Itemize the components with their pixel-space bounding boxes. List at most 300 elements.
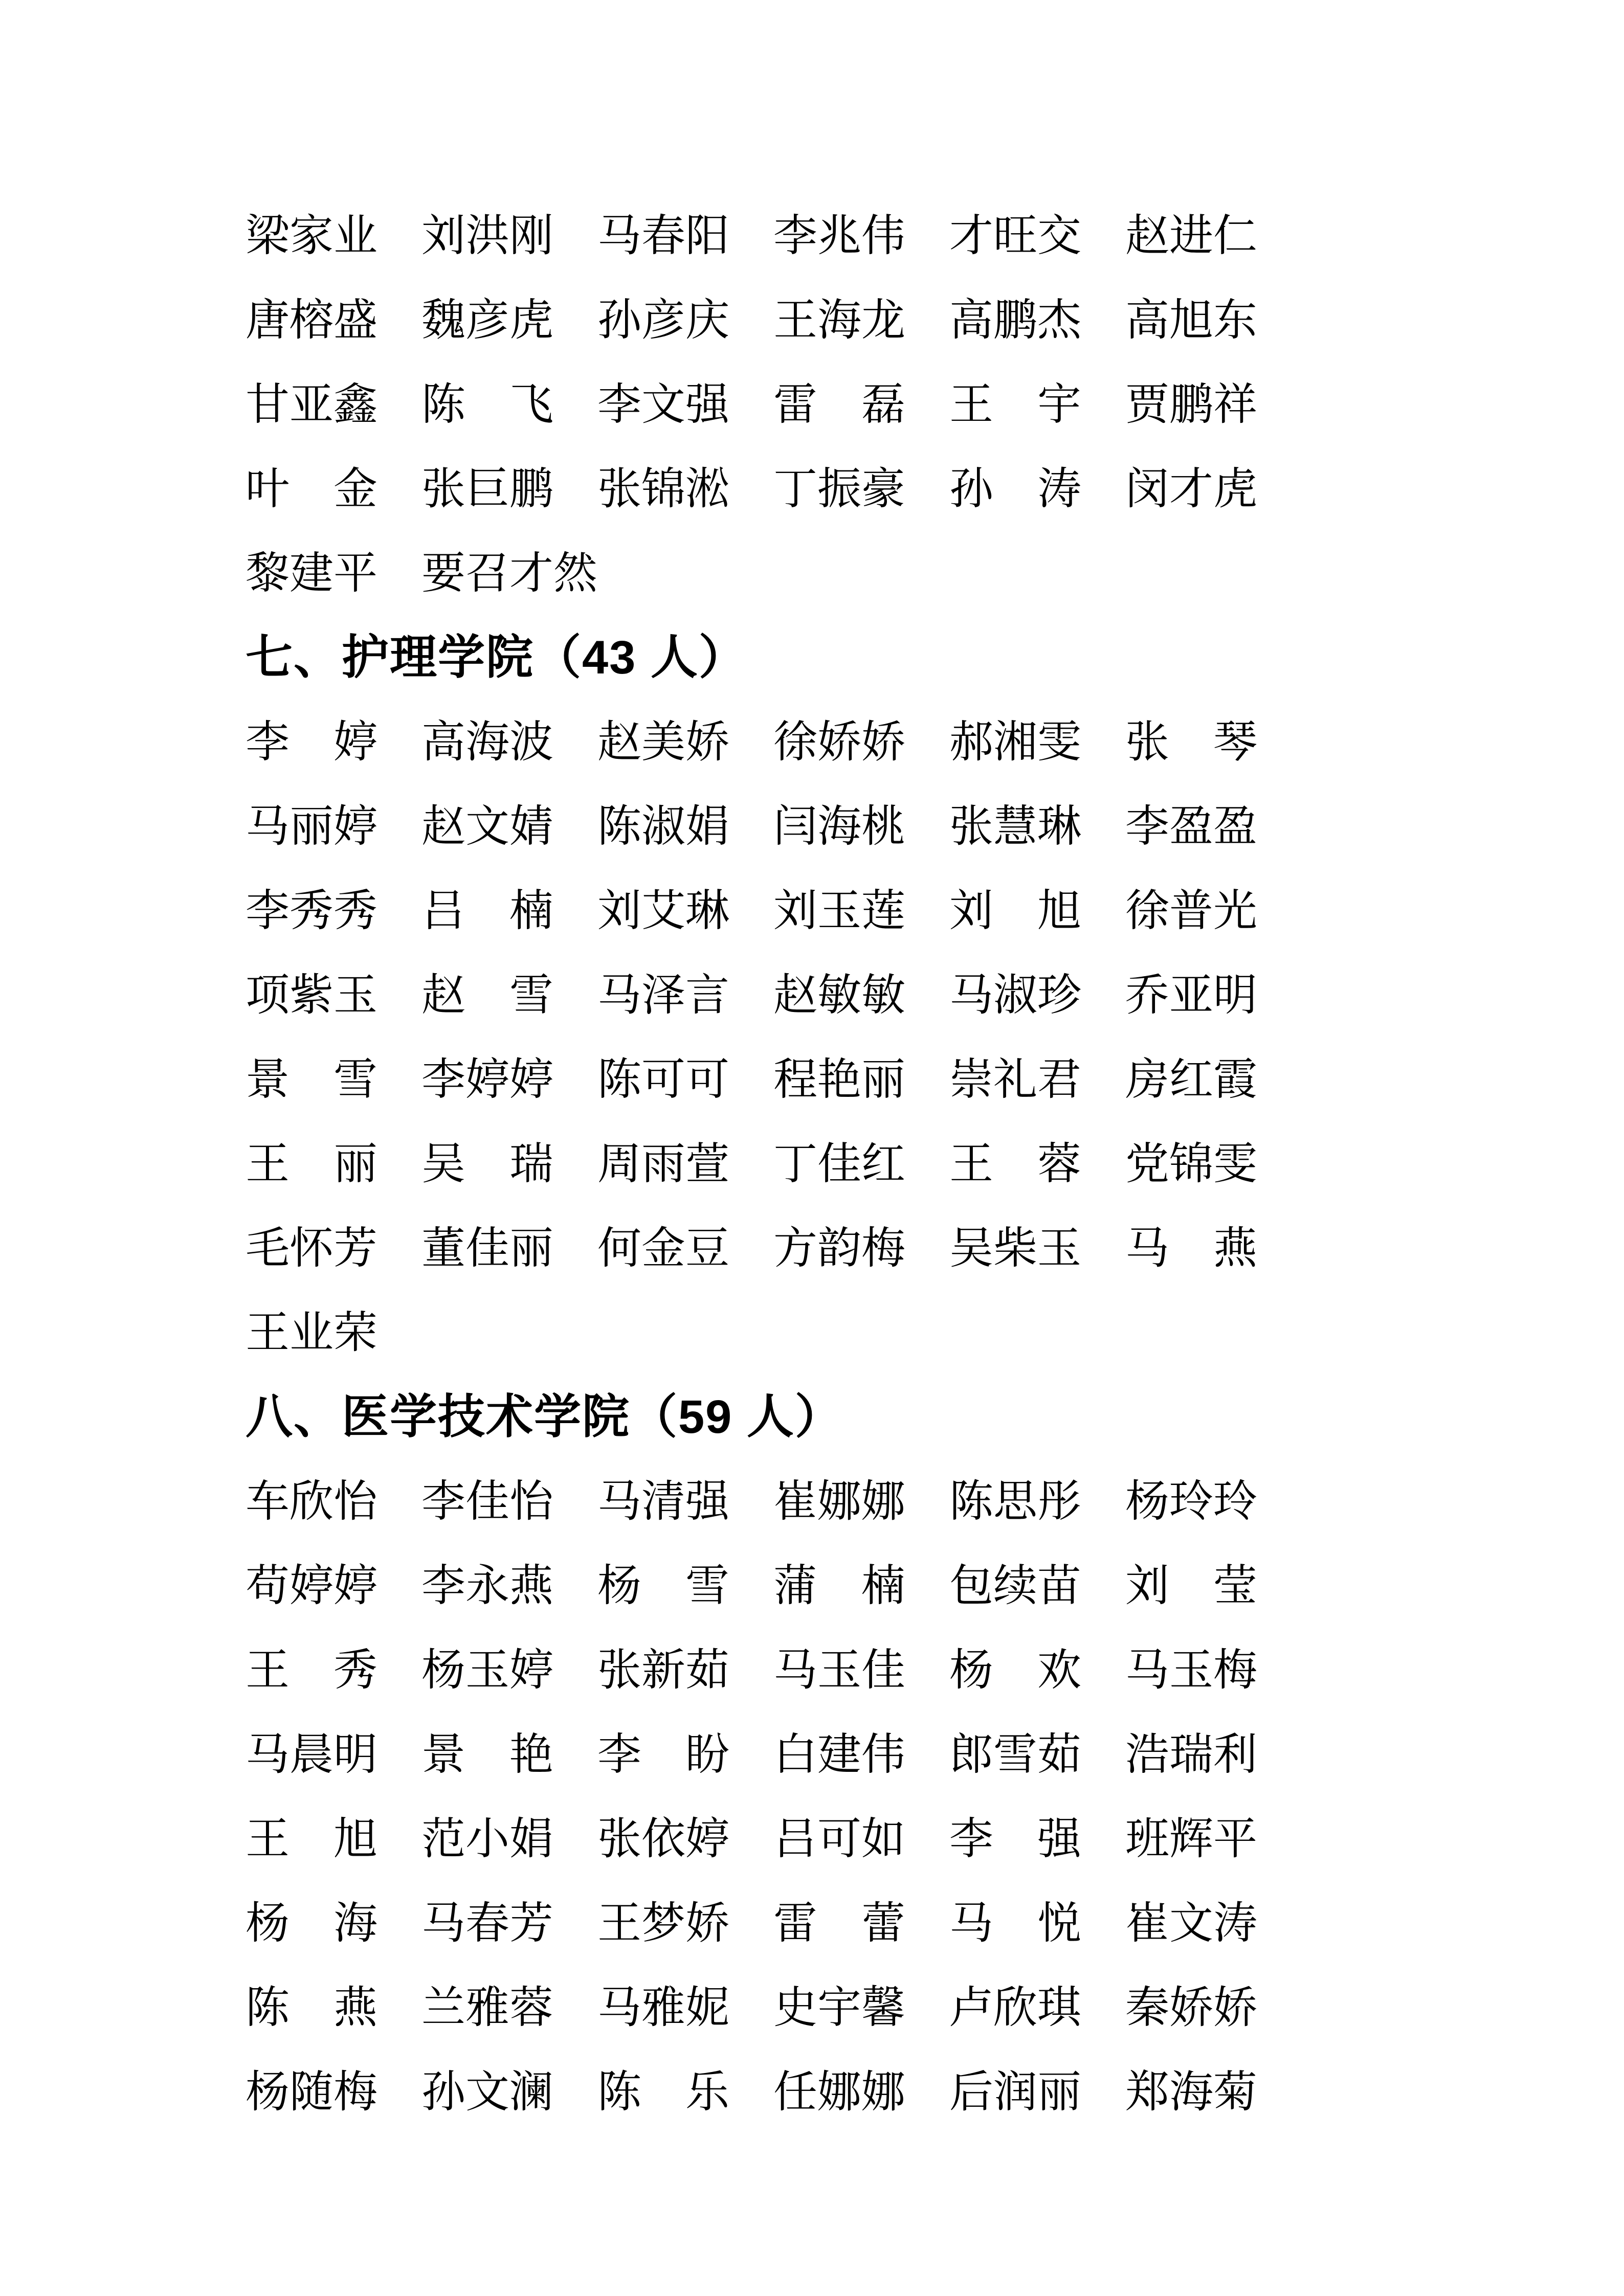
name-char: 马 xyxy=(597,970,641,1020)
name-char: 陈 xyxy=(949,1476,993,1526)
student-name xyxy=(246,1645,377,1695)
name-row xyxy=(246,1543,1330,1628)
name-char: 琳 xyxy=(1037,801,1081,851)
student-name xyxy=(773,1729,905,1779)
name-char: 娜 xyxy=(861,1476,905,1526)
name-char: 娇 xyxy=(685,717,729,767)
name-char: 婷 xyxy=(333,801,377,851)
name-char: 马 xyxy=(246,801,290,851)
name-char: 雨 xyxy=(641,1139,685,1188)
name-char: 佳 xyxy=(465,1223,509,1273)
name-char: 海 xyxy=(465,717,509,767)
name-char: 马 xyxy=(949,970,993,1020)
name-char: 泽 xyxy=(641,970,685,1020)
name-char: 鹏 xyxy=(993,295,1037,345)
student-name xyxy=(773,886,905,935)
name-char: 史 xyxy=(773,1983,817,2032)
name-char: 浩 xyxy=(1125,1729,1169,1779)
name-char: 秦 xyxy=(1125,1983,1169,2032)
name-char: 梁 xyxy=(246,211,290,260)
name-char: 董 xyxy=(421,1223,465,1273)
name-char: 杨 xyxy=(246,1898,290,1948)
name-char: 彦 xyxy=(641,295,685,345)
student-name xyxy=(773,1983,905,2032)
name-char: 佳 xyxy=(817,1139,861,1188)
student-name xyxy=(949,1898,1081,1948)
name-char: 飞 xyxy=(509,379,553,429)
name-char: 清 xyxy=(641,1476,685,1526)
name-char: 建 xyxy=(290,548,333,598)
student-name xyxy=(246,1054,377,1104)
name-row xyxy=(246,1121,1330,1206)
student-name xyxy=(246,1561,377,1610)
student-name xyxy=(597,1139,729,1188)
name-char: 春 xyxy=(641,211,685,260)
name-char: 盈 xyxy=(1169,801,1213,851)
name-char: 依 xyxy=(641,1814,685,1863)
name-char: 洪 xyxy=(465,211,509,260)
student-name xyxy=(421,464,553,513)
name-char: 李 xyxy=(421,1054,465,1104)
name-char: 豆 xyxy=(685,1223,729,1273)
student-name xyxy=(949,2067,1081,2117)
name-char: 范 xyxy=(421,1814,465,1863)
name-char: 贾 xyxy=(1125,379,1169,429)
name-char: 项 xyxy=(246,970,290,1020)
name-char: 李 xyxy=(597,379,641,429)
name-char: 高 xyxy=(1125,295,1169,345)
name-char: 海 xyxy=(817,295,861,345)
student-name xyxy=(773,211,905,260)
student-name xyxy=(1125,2067,1257,2117)
student-name xyxy=(1125,1054,1257,1104)
name-char: 怀 xyxy=(290,1223,333,1273)
student-name xyxy=(597,1983,729,2032)
name-char: 亚 xyxy=(290,379,333,429)
name-char: 李 xyxy=(597,1729,641,1779)
name-char: 丽 xyxy=(290,801,333,851)
name-char: 礼 xyxy=(993,1054,1037,1104)
name-char: 李 xyxy=(421,1476,465,1526)
name-char: 怡 xyxy=(333,1476,377,1526)
name-char: 房 xyxy=(1125,1054,1169,1104)
name-char: 雯 xyxy=(1037,717,1081,767)
name-char: 旺 xyxy=(993,211,1037,260)
student-name xyxy=(421,1139,553,1188)
name-char: 涛 xyxy=(1213,1898,1257,1948)
student-name xyxy=(246,717,377,767)
name-char: 婷 xyxy=(465,1054,509,1104)
name-char: 莹 xyxy=(1213,1561,1257,1610)
student-name xyxy=(949,1983,1081,2032)
name-char: 欣 xyxy=(290,1476,333,1526)
name-char: 虎 xyxy=(1213,464,1257,513)
student-name xyxy=(773,1561,905,1610)
name-char: 徐 xyxy=(773,717,817,767)
student-name xyxy=(246,2067,377,2117)
name-char: 润 xyxy=(993,2067,1037,2117)
student-name xyxy=(1125,886,1257,935)
name-char: 鑫 xyxy=(333,379,377,429)
name-row xyxy=(246,1206,1330,1290)
name-char: 琳 xyxy=(685,886,729,935)
name-char: 张 xyxy=(597,1814,641,1863)
student-name xyxy=(246,464,377,513)
name-char: 车 xyxy=(246,1476,290,1526)
name-char: 艳 xyxy=(817,1054,861,1104)
name-char: 丽 xyxy=(1037,2067,1081,2117)
name-char: 赵 xyxy=(597,717,641,767)
name-char: 芳 xyxy=(509,1898,553,1948)
student-name xyxy=(773,1139,905,1188)
student-name xyxy=(246,970,377,1020)
name-char: 慧 xyxy=(993,801,1037,851)
name-char: 孙 xyxy=(421,2067,465,2117)
name-char: 芳 xyxy=(333,1223,377,1273)
name-char: 菊 xyxy=(1213,2067,1257,2117)
name-char: 敏 xyxy=(817,970,861,1020)
name-char: 磊 xyxy=(861,379,905,429)
name-char: 方 xyxy=(773,1223,817,1273)
student-name xyxy=(1125,379,1257,429)
name-char: 龙 xyxy=(861,295,905,345)
name-char: 才 xyxy=(949,211,993,260)
student-name xyxy=(421,295,553,345)
name-char: 莲 xyxy=(861,886,905,935)
name-char: 刘 xyxy=(597,886,641,935)
student-name xyxy=(949,295,1081,345)
name-char: 伟 xyxy=(861,1729,905,1779)
student-name xyxy=(421,1054,553,1104)
name-char: 娇 xyxy=(817,717,861,767)
name-char: 李 xyxy=(421,1561,465,1610)
name-char: 锦 xyxy=(1169,1139,1213,1188)
student-name xyxy=(246,211,377,260)
name-char: 王 xyxy=(246,1308,290,1357)
name-row xyxy=(246,1037,1330,1121)
name-char: 祥 xyxy=(1213,379,1257,429)
name-char: 盛 xyxy=(333,295,377,345)
name-char: 王 xyxy=(246,1645,290,1695)
name-char: 瑞 xyxy=(509,1139,553,1188)
name-char: 王 xyxy=(773,295,817,345)
name-row xyxy=(246,1965,1330,2050)
name-char: 旭 xyxy=(1037,886,1081,935)
name-roster xyxy=(246,193,1330,2134)
name-char: 涛 xyxy=(1037,464,1081,513)
name-char: 文 xyxy=(465,801,509,851)
name-char: 刘 xyxy=(949,886,993,935)
student-name xyxy=(597,801,729,851)
name-char: 闫 xyxy=(773,801,817,851)
name-char: 彦 xyxy=(465,295,509,345)
name-row xyxy=(246,1881,1330,1965)
name-char: 丽 xyxy=(509,1223,553,1273)
name-char: 珍 xyxy=(1037,970,1081,1020)
name-char: 陈 xyxy=(421,379,465,429)
name-row xyxy=(246,278,1330,362)
name-char: 旭 xyxy=(333,1814,377,1863)
name-char: 刘 xyxy=(773,886,817,935)
name-char: 婧 xyxy=(509,801,553,851)
name-char: 玉 xyxy=(465,1645,509,1695)
student-name xyxy=(421,2067,553,2117)
name-char: 彤 xyxy=(1037,1476,1081,1526)
student-name xyxy=(246,1476,377,1526)
name-char: 湘 xyxy=(993,717,1037,767)
student-name xyxy=(1125,1729,1257,1779)
student-name xyxy=(597,2067,729,2117)
name-char: 马 xyxy=(597,1476,641,1526)
student-name xyxy=(1125,717,1257,767)
name-char: 虎 xyxy=(509,295,553,345)
name-char: 马 xyxy=(597,211,641,260)
name-char: 锦 xyxy=(641,464,685,513)
student-name xyxy=(773,1476,905,1526)
name-char: 张 xyxy=(1125,717,1169,767)
name-char: 雷 xyxy=(773,379,817,429)
name-row xyxy=(246,2050,1330,2134)
name-char: 唐 xyxy=(246,295,290,345)
student-name xyxy=(421,886,553,935)
student-name xyxy=(597,1898,729,1948)
name-char: 文 xyxy=(465,2067,509,2117)
name-char: 妮 xyxy=(685,1983,729,2032)
name-char: 刚 xyxy=(509,211,553,260)
student-name xyxy=(949,886,1081,935)
name-char: 强 xyxy=(685,1476,729,1526)
name-char: 婷 xyxy=(290,1561,333,1610)
student-name xyxy=(421,1814,553,1863)
name-char: 丁 xyxy=(773,464,817,513)
student-name xyxy=(421,1983,553,2032)
name-char: 利 xyxy=(1213,1729,1257,1779)
name-char: 悦 xyxy=(1037,1898,1081,1948)
name-char: 雅 xyxy=(641,1983,685,2032)
student-name xyxy=(773,1054,905,1104)
name-char: 苟 xyxy=(246,1561,290,1610)
student-name xyxy=(949,717,1081,767)
student-name xyxy=(597,1054,729,1104)
section-heading-label: 八、医学技术学院（59 人） xyxy=(246,1390,843,1443)
name-char: 婷 xyxy=(333,717,377,767)
name-char: 郑 xyxy=(1125,2067,1169,2117)
name-char: 欢 xyxy=(1037,1645,1081,1695)
name-char: 艾 xyxy=(641,886,685,935)
name-char: 李 xyxy=(773,211,817,260)
student-name xyxy=(949,211,1081,260)
student-name xyxy=(597,1814,729,1863)
name-char: 瑞 xyxy=(1169,1729,1213,1779)
student-name xyxy=(949,1476,1081,1526)
name-char: 要 xyxy=(421,548,465,598)
name-row xyxy=(246,700,1330,784)
name-char: 金 xyxy=(333,464,377,513)
student-name xyxy=(1125,1898,1257,1948)
name-char: 普 xyxy=(1169,886,1213,935)
student-name xyxy=(949,379,1081,429)
name-char: 淑 xyxy=(641,801,685,851)
name-char: 强 xyxy=(1037,1814,1081,1863)
name-char: 盼 xyxy=(685,1729,729,1779)
student-name xyxy=(421,548,597,598)
name-char: 琪 xyxy=(1037,1983,1081,2032)
name-char: 丁 xyxy=(773,1139,817,1188)
name-char: 海 xyxy=(1169,2067,1213,2117)
name-char: 馨 xyxy=(861,1983,905,2032)
name-char: 盈 xyxy=(1213,801,1257,851)
name-char: 玲 xyxy=(1169,1476,1213,1526)
name-char: 乐 xyxy=(685,2067,729,2117)
name-char: 霞 xyxy=(1213,1054,1257,1104)
name-char: 平 xyxy=(333,548,377,598)
name-char: 赵 xyxy=(421,801,465,851)
name-char: 程 xyxy=(773,1054,817,1104)
name-row xyxy=(246,1628,1330,1712)
name-char: 玉 xyxy=(333,970,377,1020)
name-char: 高 xyxy=(421,717,465,767)
name-char: 班 xyxy=(1125,1814,1169,1863)
name-char: 孙 xyxy=(949,464,993,513)
student-name xyxy=(773,717,905,767)
name-char: 任 xyxy=(773,2067,817,2117)
name-char: 李 xyxy=(246,717,290,767)
name-char: 明 xyxy=(1213,970,1257,1020)
name-char: 高 xyxy=(949,295,993,345)
name-char: 红 xyxy=(1169,1054,1213,1104)
name-char: 闵 xyxy=(1125,464,1169,513)
name-char: 庆 xyxy=(685,295,729,345)
student-name xyxy=(597,886,729,935)
student-name xyxy=(773,1223,905,1273)
student-name xyxy=(246,1308,377,1357)
name-char: 可 xyxy=(641,1054,685,1104)
section-heading xyxy=(246,615,1330,700)
name-char: 娇 xyxy=(1169,1983,1213,2032)
name-char: 马 xyxy=(949,1898,993,1948)
student-name xyxy=(773,970,905,1020)
name-char: 陈 xyxy=(597,2067,641,2117)
student-name xyxy=(421,1898,553,1948)
student-name xyxy=(246,1729,377,1779)
name-char: 王 xyxy=(597,1898,641,1948)
student-name xyxy=(246,1898,377,1948)
name-char: 马 xyxy=(246,1729,290,1779)
name-char: 婷 xyxy=(685,1814,729,1863)
name-char: 柴 xyxy=(993,1223,1037,1273)
student-name xyxy=(246,1223,377,1273)
name-char: 娇 xyxy=(861,717,905,767)
student-name xyxy=(421,379,553,429)
name-char: 景 xyxy=(246,1054,290,1104)
name-char: 蓉 xyxy=(509,1983,553,2032)
student-name xyxy=(1125,1645,1257,1695)
student-name xyxy=(597,295,729,345)
name-char: 张 xyxy=(949,801,993,851)
name-char: 荣 xyxy=(333,1308,377,1357)
name-char: 陈 xyxy=(597,801,641,851)
student-name xyxy=(1125,801,1257,851)
student-name xyxy=(597,1561,729,1610)
student-name xyxy=(421,717,553,767)
name-char: 淞 xyxy=(685,464,729,513)
name-char: 宇 xyxy=(817,1983,861,2032)
name-char: 娟 xyxy=(509,1814,553,1863)
name-char: 赵 xyxy=(421,970,465,1020)
student-name xyxy=(773,1898,905,1948)
name-char: 梅 xyxy=(861,1223,905,1273)
name-char: 东 xyxy=(1213,295,1257,345)
student-name xyxy=(773,464,905,513)
name-char: 可 xyxy=(817,1814,861,1863)
name-char: 思 xyxy=(993,1476,1037,1526)
student-name xyxy=(246,1814,377,1863)
student-name xyxy=(1125,464,1257,513)
name-char: 马 xyxy=(1125,1223,1169,1273)
name-char: 波 xyxy=(509,717,553,767)
name-char: 毛 xyxy=(246,1223,290,1273)
name-char: 桃 xyxy=(861,801,905,851)
name-char: 小 xyxy=(465,1814,509,1863)
student-name xyxy=(597,1223,729,1273)
name-row xyxy=(246,193,1330,278)
name-char: 紫 xyxy=(290,970,333,1020)
name-char: 佳 xyxy=(861,1645,905,1695)
name-char: 海 xyxy=(817,801,861,851)
name-char: 韵 xyxy=(817,1223,861,1273)
student-name xyxy=(949,1561,1081,1610)
name-char: 建 xyxy=(817,1729,861,1779)
name-char: 秀 xyxy=(333,1645,377,1695)
name-char: 吴 xyxy=(421,1139,465,1188)
name-char: 燕 xyxy=(1213,1223,1257,1273)
name-char: 鹏 xyxy=(509,464,553,513)
name-char: 雅 xyxy=(465,1983,509,2032)
section-heading-label: 七、护理学院（43 人） xyxy=(246,631,747,684)
student-name xyxy=(246,1983,377,2032)
name-char: 周 xyxy=(597,1139,641,1188)
name-char: 召 xyxy=(465,548,509,598)
name-char: 娜 xyxy=(861,2067,905,2117)
student-name xyxy=(1125,295,1257,345)
name-char: 景 xyxy=(421,1729,465,1779)
name-char: 欣 xyxy=(993,1983,1037,2032)
name-char: 梅 xyxy=(333,2067,377,2117)
name-char: 巨 xyxy=(465,464,509,513)
name-char: 蕾 xyxy=(861,1898,905,1948)
name-char: 赵 xyxy=(773,970,817,1020)
name-char: 茹 xyxy=(685,1645,729,1695)
name-char: 怡 xyxy=(509,1476,553,1526)
student-name xyxy=(949,970,1081,1020)
name-char: 刘 xyxy=(1125,1561,1169,1610)
name-char: 杨 xyxy=(597,1561,641,1610)
name-char: 新 xyxy=(641,1645,685,1695)
name-char: 榕 xyxy=(290,295,333,345)
name-row xyxy=(246,531,1330,615)
student-name xyxy=(1125,1139,1257,1188)
name-char: 崔 xyxy=(1125,1898,1169,1948)
name-char: 楠 xyxy=(861,1561,905,1610)
name-char: 卢 xyxy=(949,1983,993,2032)
name-char: 陈 xyxy=(597,1054,641,1104)
student-name xyxy=(1125,1983,1257,2032)
name-char: 茹 xyxy=(1037,1729,1081,1779)
name-row xyxy=(246,953,1330,1037)
name-char: 雯 xyxy=(1213,1139,1257,1188)
name-char: 仁 xyxy=(1213,211,1257,260)
student-name xyxy=(421,1476,553,1526)
